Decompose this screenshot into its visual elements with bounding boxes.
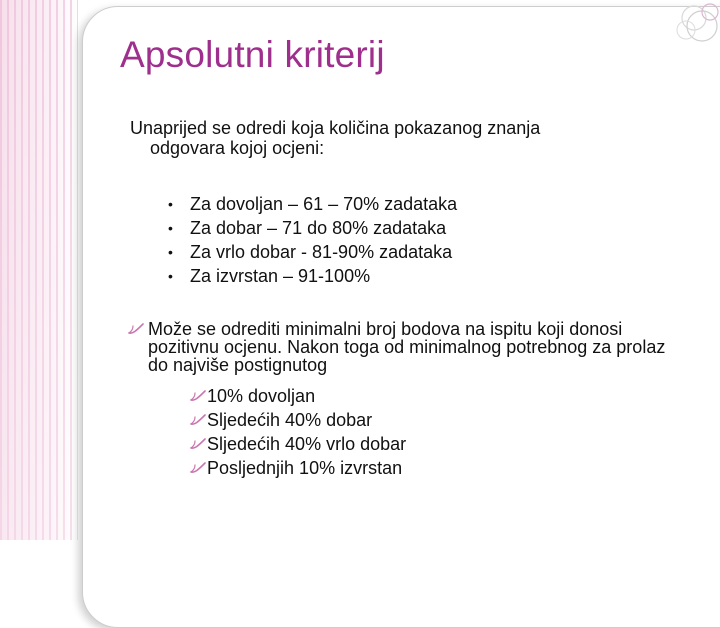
bullet-dot-icon: • [168, 268, 173, 284]
list-item [190, 432, 590, 456]
list-item [190, 408, 590, 432]
swoosh-bullet-icon [190, 461, 206, 475]
info-paragraph [128, 320, 688, 374]
bullet-dot-icon: • [168, 244, 173, 260]
swoosh-bullet-icon [190, 389, 206, 403]
bullet-dot-icon: • [168, 196, 173, 212]
intro-text [130, 118, 670, 158]
swoosh-bullet-icon [190, 413, 206, 427]
list-item [190, 456, 590, 480]
swoosh-bullet-icon [190, 437, 206, 451]
grade-list [168, 192, 648, 288]
swoosh-bullet-icon [128, 322, 144, 336]
grade-item-text: Za dobar – 71 do 80% zadataka [190, 218, 447, 238]
list-item [168, 216, 648, 240]
list-item [190, 384, 590, 408]
distribution-item-text: Sljedećih 40% vrlo dobar [207, 434, 407, 454]
distribution-item-text: 10% dovoljan [207, 386, 316, 406]
grade-item-text: Za dovoljan – 61 – 70% zadataka [190, 194, 458, 214]
list-item [168, 240, 648, 264]
distribution-item-text: Posljednjih 10% izvrstan [207, 458, 403, 478]
decorative-rings-icon [640, 0, 720, 70]
slide-card [82, 6, 720, 628]
intro-line-2: odgovara kojoj ocjeni: [150, 138, 325, 158]
slide-title: Apsolutni kriterij [120, 34, 385, 75]
stripes-fade [0, 0, 78, 540]
paragraph-text: Može se odrediti minimalni broj bodova na ispitu koji donosi pozitivnu ocjenu. Nakon toga od minimalnog potrebnog za prolaz do najviše postignutog [148, 319, 666, 375]
intro-line-1: Unaprijed se odredi koja količina pokazanog znanja [130, 118, 541, 138]
bullet-dot-icon: • [168, 220, 173, 236]
list-item [168, 192, 648, 216]
grade-item-text: Za vrlo dobar - 81-90% zadataka [190, 242, 453, 262]
list-item [168, 264, 648, 288]
distribution-item-text: Sljedećih 40% dobar [207, 410, 373, 430]
grade-item-text: Za izvrstan – 91-100% [190, 266, 371, 286]
distribution-list [190, 384, 590, 480]
